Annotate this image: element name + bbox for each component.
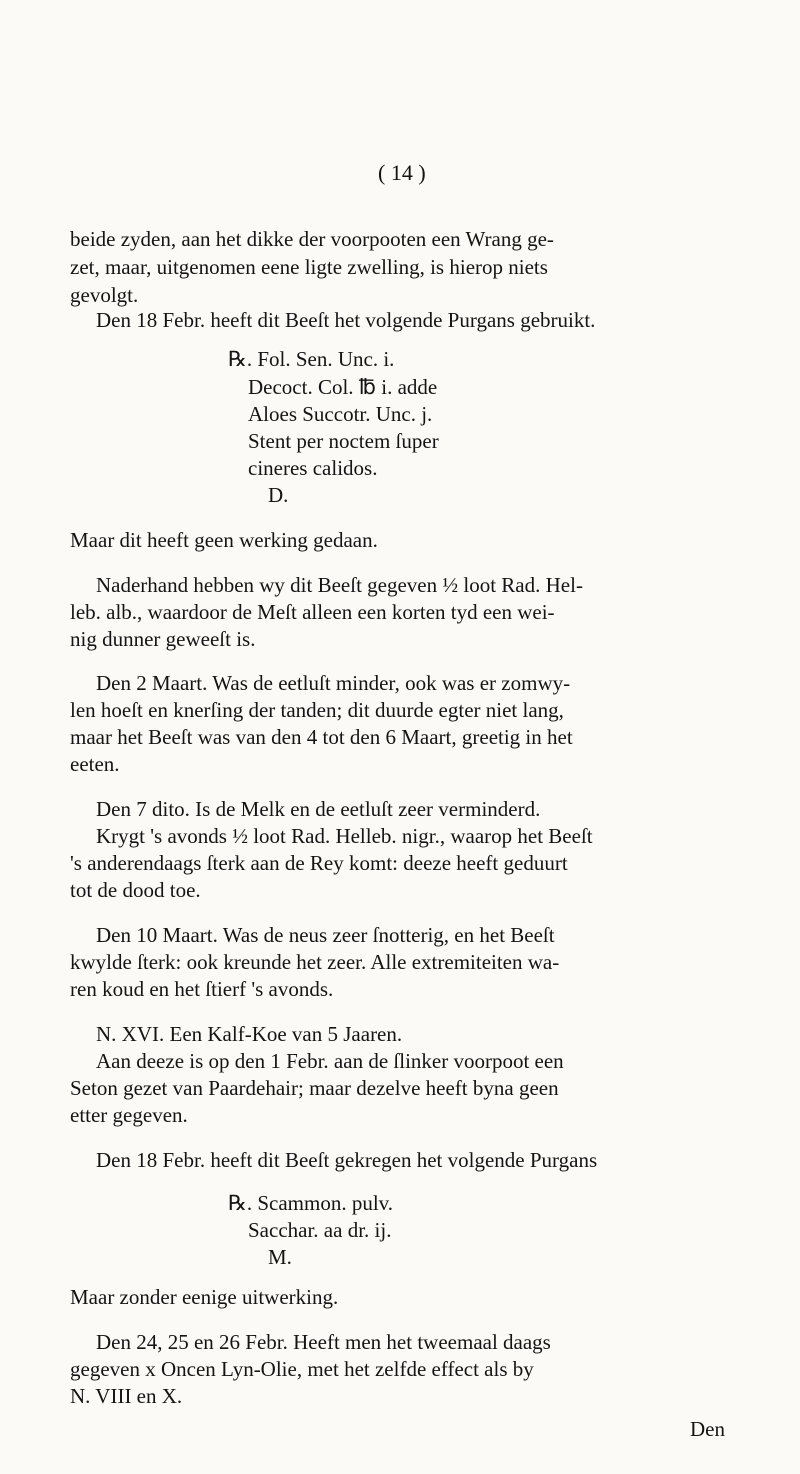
text-line: etter gegeven. <box>70 1103 188 1127</box>
case-heading: N. XVI. Een Kalf-Koe van 5 Jaaren. <box>96 1022 403 1046</box>
text-line: Aan deeze is op den 1 Febr. aan de ſlinker voorpoot een <box>96 1049 564 1073</box>
text-line: Naderhand hebben wy dit Beeſt gegeven ½ loot Rad. Hel- <box>96 573 583 597</box>
text-line: gevolgt. <box>70 283 139 307</box>
catchword: Den <box>690 1417 725 1441</box>
prescription-line: Decoct. Col. ℔ i. adde <box>248 375 438 399</box>
prescription-line: M. <box>268 1245 292 1269</box>
prescription-line: Stent per noctem ſuper <box>248 429 439 453</box>
text-line: gegeven x Oncen Lyn-Olie, met het zelfde effect als by <box>70 1357 534 1381</box>
text-line: Den 10 Maart. Was de neus zeer ſnotterig, en het Beeſt <box>96 923 555 947</box>
text-line: zet, maar, uitgenomen eene ligte zwelling, is hierop niets <box>70 255 548 279</box>
text-line: N. VIII en X. <box>70 1384 183 1408</box>
prescription-line: Sacchar. aa dr. ij. <box>248 1218 392 1242</box>
prescription-line: ℞. Scammon. pulv. <box>228 1191 394 1215</box>
text-line: 's anderendaags ſterk aan de Rey komt: deeze heeft geduurt <box>70 851 568 875</box>
text-line: Den 24, 25 en 26 Febr. Heeft men het tweemaal daags <box>96 1330 551 1354</box>
text-line: Den 2 Maart. Was de eetluſt minder, ook was er zomwy- <box>96 671 571 695</box>
text-line: kwylde ſterk: ook kreunde het zeer. Alle extremiteiten wa- <box>70 950 560 974</box>
text-line: Krygt 's avonds ½ loot Rad. Helleb. nigr., waarop het Beeſt <box>96 824 593 848</box>
text-line: leb. alb., waardoor de Meſt alleen een korten tyd een wei- <box>70 600 555 624</box>
text-line: len hoeſt en knerſing der tanden; dit duurde egter niet lang, <box>70 698 564 722</box>
text-line: ren koud en het ſtierf 's avonds. <box>70 977 334 1001</box>
text-line: Maar zonder eenige uitwerking. <box>70 1285 339 1309</box>
prescription-line: Aloes Succotr. Unc. j. <box>248 402 433 426</box>
prescription-line: ℞. Fol. Sen. Unc. i. <box>228 347 395 371</box>
text-line: tot de dood toe. <box>70 878 201 902</box>
prescription-line: cineres calidos. <box>248 456 378 480</box>
page-number: ( 14 ) <box>378 160 426 185</box>
prescription-line: D. <box>268 483 289 507</box>
text-line: beide zyden, aan het dikke der voorpooten een Wrang ge- <box>70 227 554 251</box>
text-line: Maar dit heeft geen werking gedaan. <box>70 528 378 552</box>
text-line: Den 7 dito. Is de Melk en de eetluſt zeer verminderd. <box>96 797 541 821</box>
text-line: eeten. <box>70 752 120 776</box>
text-line: Seton gezet van Paardehair; maar dezelve heeft byna geen <box>70 1076 559 1100</box>
text-line: nig dunner geweeſt is. <box>70 627 256 651</box>
text-line: maar het Beeſt was van den 4 tot den 6 Maart, greetig in het <box>70 725 573 749</box>
text-line: Den 18 Febr. heeft dit Beeſt het volgende Purgans gebruikt. <box>96 308 596 332</box>
text-line: Den 18 Febr. heeft dit Beeſt gekregen het volgende Purgans <box>96 1148 598 1172</box>
